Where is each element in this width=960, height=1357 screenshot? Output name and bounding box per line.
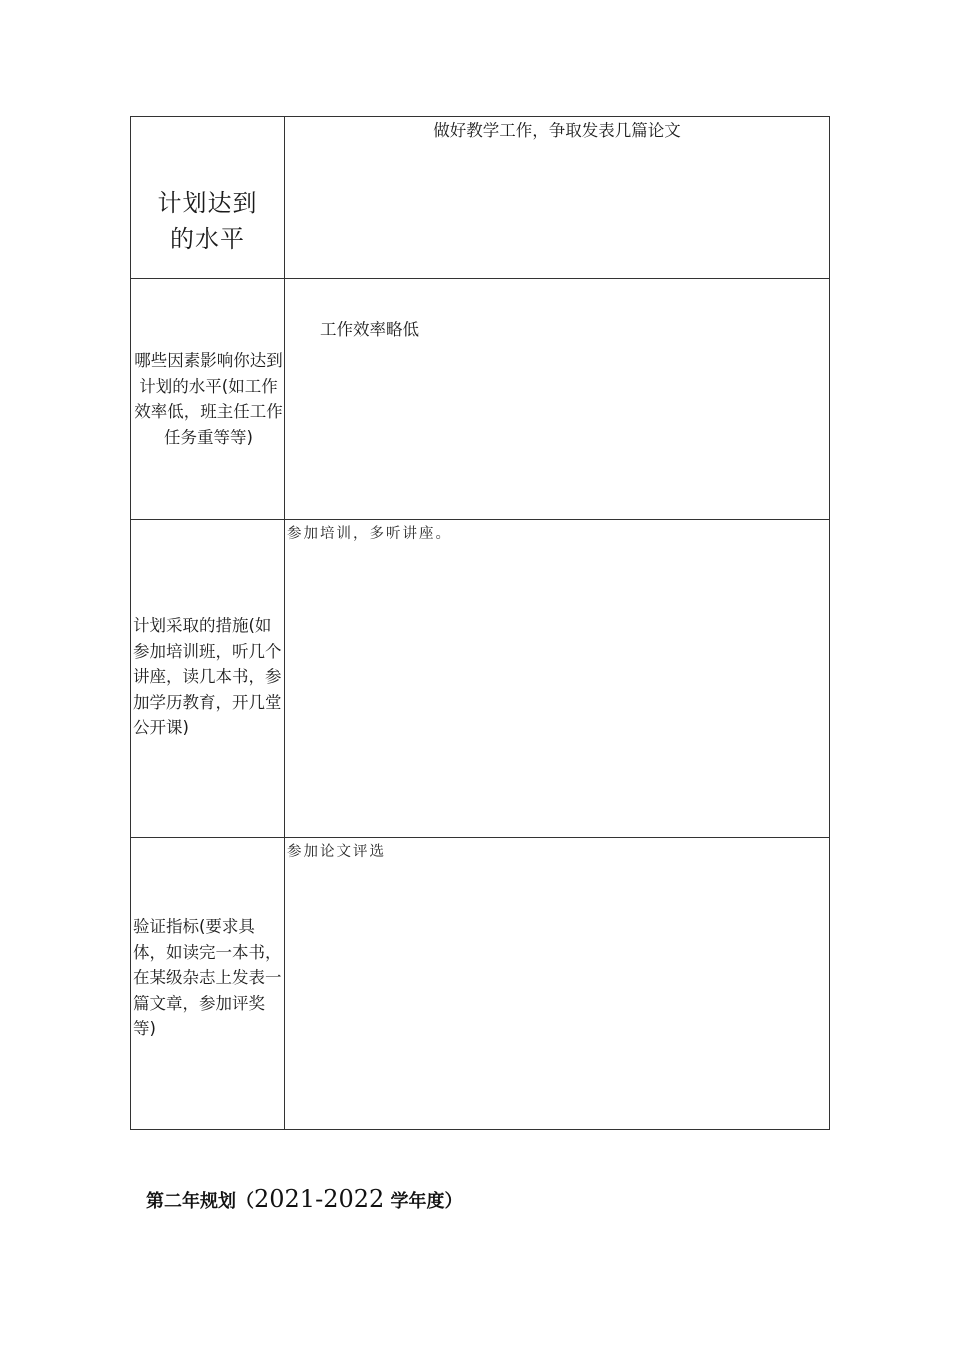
row-label: 验证指标(要求具 体，如读完一本书， 在某级杂志上发表一 篇文章，参加评奖 等): [133, 917, 282, 1038]
row-content: 工作效率略低: [320, 320, 419, 339]
table-row: [131, 117, 830, 279]
plan-table: [130, 116, 830, 1130]
row-label-cell: [131, 520, 285, 838]
row-content: 参加培训，多听讲座。: [287, 526, 452, 542]
row-label-cell: [131, 279, 285, 520]
row-content-cell: [285, 279, 830, 520]
row-label: 哪些因素影响你达到 计划的水平(如工作 效率低，班主任工作 任务重等等): [134, 351, 283, 447]
row-label: 计划采取的措施(如 参加培训班，听几个 讲座，读几本书，参 加学历教育，开几堂 公开课): [133, 616, 282, 737]
row-content-cell: [285, 838, 830, 1130]
table-row: [131, 279, 830, 520]
row-content: 参加论文评选: [287, 844, 386, 860]
row-content: 做好教学工作，争取发表几篇论文: [433, 121, 681, 140]
row-content-cell: [285, 520, 830, 838]
row-content-cell: [285, 117, 830, 279]
row-label: 计划达到 的水平: [157, 189, 258, 253]
row-label-cell: [131, 838, 285, 1130]
table-row: [131, 838, 830, 1130]
table-row: [131, 520, 830, 838]
section-heading: 第二年规划（2021-2022 学年度）: [146, 1185, 463, 1213]
row-label-cell: [131, 117, 285, 279]
